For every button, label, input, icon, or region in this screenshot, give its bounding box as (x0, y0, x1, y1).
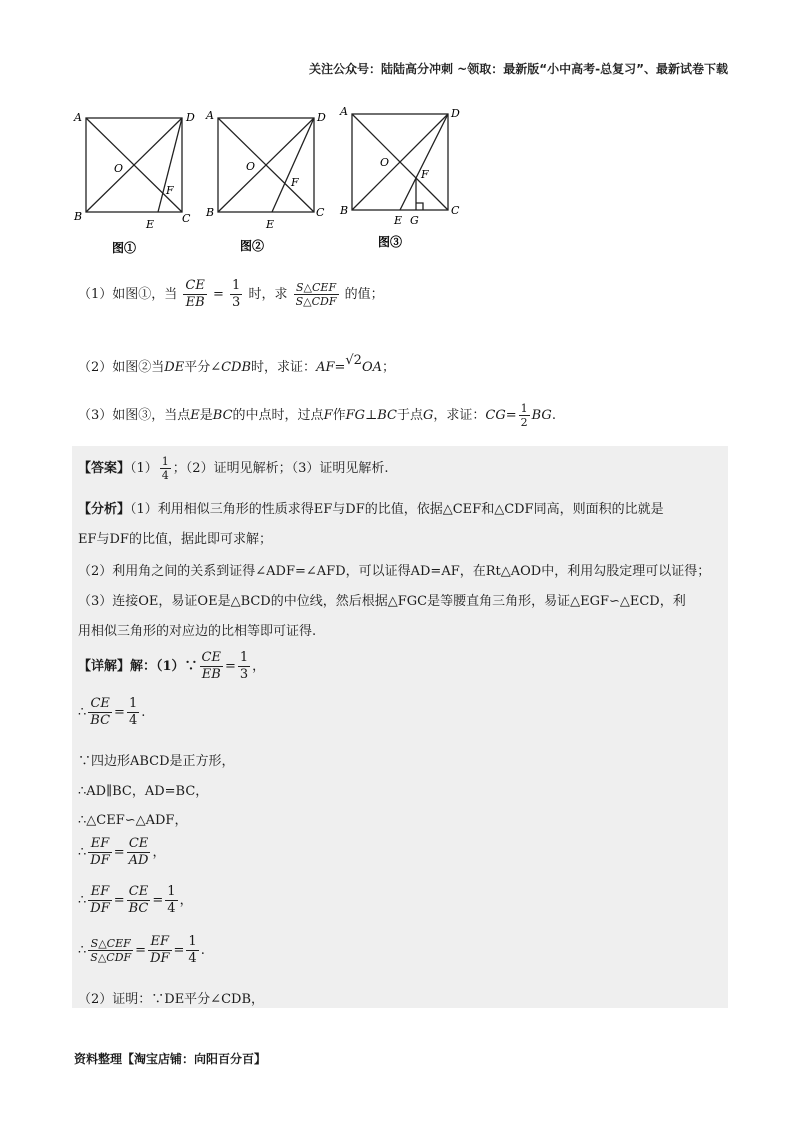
detail-line-2: ∴ $\frac{CE}{BC}$ = $\frac{1}{4}$ . (78, 696, 146, 728)
fig1-caption: 图① (112, 241, 137, 255)
fig3-label-d: D (451, 107, 460, 120)
q1-value: $\frac{1}{3}$ (232, 278, 241, 310)
fig2-caption: 图② (240, 239, 265, 253)
answer-value: $\frac{1}{4}$ (161, 455, 169, 482)
analysis-line-3: （2）利用角之间的关系到证得∠ADF=∠AFD，可以证得AD=AF，在Rt△AOD中，利用勾股定理可以证得； (78, 564, 711, 579)
q1-ratio: $\frac{CE}{EB}$ (185, 278, 205, 310)
detail-line-5: ∴△CEF∽△ADF， (78, 813, 188, 828)
fig3-label-b: B (340, 204, 349, 217)
analysis-line-2: EF与DF的比值，据此即可求解； (78, 532, 272, 547)
detail-line-6: ∴ $\frac{EF}{DF}$ = $\frac{CE}{AD}$ ， (78, 836, 166, 868)
detail-line-8: ∴ $\frac{\text{S△CEF}}{\text{S△CDF}}$ = $\frac{EF}{DF}$ = $\frac{1}{4}$ . (78, 934, 205, 966)
fig1-label-d: D (186, 111, 195, 124)
fig2-label-b: B (206, 206, 215, 219)
fig3-label-g: G (410, 214, 419, 227)
fig1-label-c: C (182, 212, 191, 225)
q3-half: $\frac{1}{2}$ (520, 402, 528, 429)
fig3-label-a: A (340, 105, 348, 118)
detail-line-7: ∴ $\frac{EF}{DF}$ = $\frac{CE}{BC}$ = $\frac{1}{4}$ ， (78, 884, 193, 916)
page-header: 关注公众号：陆陆高分冲刺 ~领取：最新版“小中高考-总复习”、最新试卷下载 (309, 62, 728, 76)
question-2: （2）如图②当DE平分∠CDB时，求证：AF=√2OA； (78, 353, 395, 375)
sqrt-two: √2 (345, 353, 362, 368)
analysis-line-1: 【分析】（1）利用相似三角形的性质求得EF与DF的比值，依据△CEF和△CDF同高，则面积的比就是 (78, 502, 664, 517)
detail-line-3: ∵四边形ABCD是正方形， (78, 754, 235, 769)
fig3-caption: 图③ (378, 235, 403, 249)
fig2-label-f: F (291, 176, 299, 189)
fig2-label-o: O (246, 160, 256, 173)
detail-line-1: 【详解】解：（1）∵ $\frac{CE}{EB}$ = $\frac{1}{3}$ ， (78, 650, 266, 682)
answer-line: 【答案】（1） $\frac{1}{4}$ ；（2）证明见解析；（3）证明见解析. (78, 455, 389, 482)
fig2-label-c: C (316, 206, 325, 219)
fig2-label-d: D (317, 111, 326, 124)
fig3-label-f: F (421, 168, 429, 181)
analysis-line-5: 用相似三角形的对应边的比相等即可证得. (78, 624, 317, 639)
page-footer: 资料整理【淘宝店铺：向阳百分百】 (74, 1052, 267, 1066)
fig3-label-e: E (394, 214, 403, 227)
fig2-label-e: E (266, 218, 275, 231)
fig1-label-b: B (74, 210, 83, 223)
q1-area-ratio: $\frac{\text{S△CEF}}{\text{S△CDF}}$ (295, 281, 337, 308)
fig1-label-e: E (146, 218, 155, 231)
detail-line-9: （2）证明：∵DE平分∠CDB， (78, 992, 264, 1007)
fig1-label-o: O (114, 162, 124, 175)
figure-2 (218, 118, 314, 212)
figure-1 (86, 118, 182, 212)
fig3-label-o: O (380, 156, 390, 169)
fig2-label-a: A (206, 109, 214, 122)
figure-3 (352, 114, 448, 210)
question-1: （1）如图①，当 $\frac{CE}{EB}$ = $\frac{1}{3}$ 时，求 $\frac{\text{S△CEF}}{\text{S△CDF}}$ 的值； (78, 278, 384, 310)
fig1-label-f: F (166, 184, 174, 197)
detail-line-4: ∴AD∥BC，AD=BC， (78, 784, 209, 799)
fig3-label-c: C (451, 204, 460, 217)
analysis-line-4: （3）连接OE，易证OE是△BCD的中位线，然后根据△FGC是等腰直角三角形，易证△EGF∽△ECD，利 (78, 594, 686, 609)
fig1-label-a: A (74, 111, 82, 124)
geometry-figures (70, 104, 490, 264)
question-3: （3）如图③，当点E是BC的中点时，过点F作FG⊥BC于点G，求证：CG= $\frac{1}{2}$ BG. (78, 402, 556, 429)
